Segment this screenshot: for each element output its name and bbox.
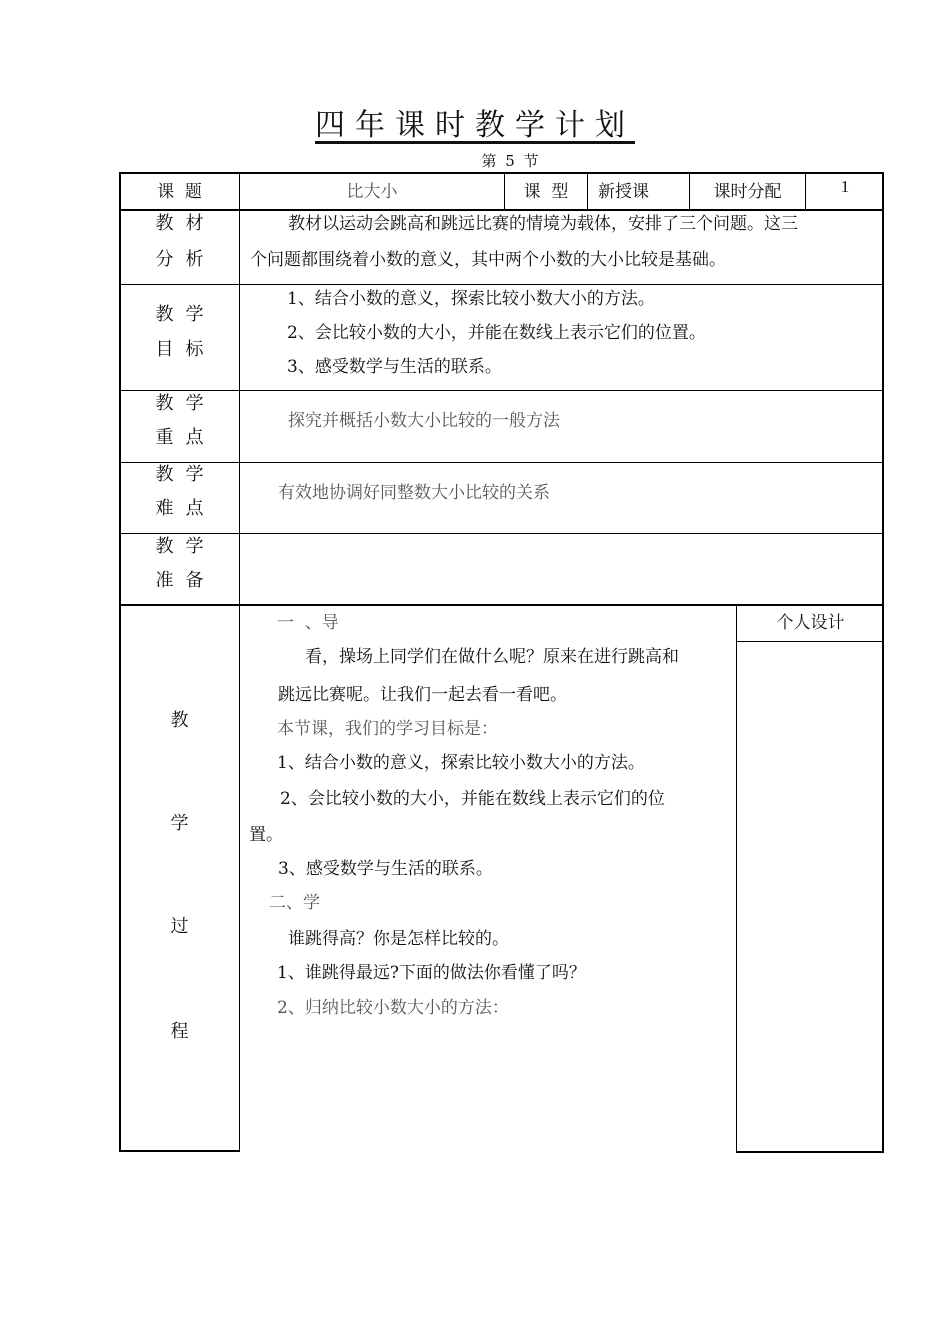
analysis-line-1: 教材以运动会跳高和跳远比赛的情境为载体，安排了三个问题。这三: [288, 214, 798, 234]
process-line: 跳远比赛呢。让我们一起去看一看吧。: [278, 685, 567, 705]
difficulty-text: 有效地协调好同整数大小比较的关系: [278, 483, 550, 503]
topic-label: 课 题: [157, 182, 202, 202]
process-line: 本节课，我们的学习目标是：: [277, 719, 498, 739]
goal-item-3: 3、感受数学与生活的联系。: [287, 357, 502, 377]
process-label-char-2: 学: [170, 813, 189, 834]
analysis-label-2: 分析: [155, 249, 216, 270]
difficulty-label-1: 教学: [155, 464, 216, 485]
process-line: 置。: [249, 825, 283, 845]
process-label-char-3: 过: [170, 916, 189, 937]
analysis-line-2: 个问题都围绕着小数的意义，其中两个小数的大小比较是基础。: [250, 250, 726, 270]
process-line: 1、谁跳得最远?下面的做法你看懂了吗？: [277, 963, 586, 983]
process-line: 谁跳得高？你是怎样比较的。: [288, 929, 509, 949]
process-line: 3、感受数学与生活的联系。: [278, 859, 493, 879]
hours-value: 1: [840, 177, 850, 196]
goals-label-1: 教学: [155, 304, 216, 325]
process-line: 一 、导: [277, 613, 339, 633]
process-line: 2、会比较小数的大小，并能在数线上表示它们的位: [280, 789, 665, 809]
process-line: 1、结合小数的意义，探索比较小数大小的方法。: [277, 753, 645, 773]
goal-item-1: 1、结合小数的意义，探索比较小数大小的方法。: [287, 289, 655, 309]
section-number: 第 5 节: [481, 152, 539, 170]
hours-label: 课时分配: [713, 182, 782, 202]
key-point-label-2: 重点: [155, 427, 216, 448]
key-point-text: 探究并概括小数大小比较的一般方法: [288, 411, 560, 431]
difficulty-label-2: 难点: [155, 498, 216, 519]
preparation-label-1: 教学: [155, 536, 216, 557]
process-line: 二、学: [269, 893, 320, 913]
key-point-label-1: 教学: [155, 393, 216, 414]
goal-item-2: 2、会比较小数的大小，并能在数线上表示它们的位置。: [287, 323, 706, 343]
analysis-label-1: 教材: [155, 213, 216, 234]
type-value: 新授课: [598, 182, 649, 202]
type-label: 课 型: [523, 182, 569, 202]
goals-label-2: 目标: [155, 339, 216, 360]
topic-value: 比大小: [346, 182, 398, 202]
document-title: 四年课时教学计划: [315, 108, 635, 143]
process-label-char-4: 程: [170, 1021, 189, 1042]
process-line: 看，操场上同学们在做什么呢？原来在进行跳高和: [305, 647, 679, 667]
process-line: 2、归纳比较小数大小的方法：: [277, 998, 509, 1018]
preparation-label-2: 准备: [155, 570, 216, 591]
process-label-char-1: 教: [170, 710, 189, 731]
personal-design-label: 个人设计: [776, 613, 845, 633]
